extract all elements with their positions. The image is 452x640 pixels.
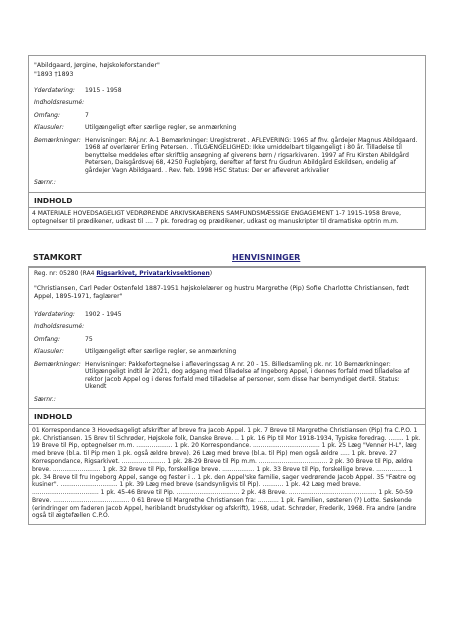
reference-line — [29, 267, 425, 280]
archive-link[interactable]: Rigsarkivet, Privatarkivsektionen — [96, 270, 210, 278]
reference-suffix: ) — [209, 270, 213, 278]
field-label: Særnr.: — [34, 395, 56, 403]
field-value: Utilgængeligt efter særlige regler, se anmærkning — [85, 348, 237, 356]
indhold-heading: INDHOLD — [29, 408, 425, 424]
field-row — [34, 99, 420, 107]
field-row — [34, 137, 420, 175]
field-label: Klausuler: — [34, 348, 64, 356]
indhold-text: 4 MATERIALE HOVEDSAGELIGT VEDRØRENDE ARKIVSKABERENS SAMFUNDSMÆSSIGE ENGAGEMENT 1-7 1915-1958 Breve, optegnelser til prædikener, udkast til .... 7 pk. foredrag og prædikener, udkast og manuskripter til dramatiske optrin m.m. — [32, 209, 401, 225]
archive-page — [28, 55, 426, 525]
record-title: "Abildgaard, Jørgine, højskoleforstander" — [34, 62, 160, 69]
field-label: Klausuler: — [34, 124, 64, 131]
field-row — [34, 124, 420, 132]
record-fields — [29, 87, 425, 187]
record-title: "Christiansen, Carl Peder Ostenfeld 1887-1951 højskolelærer og hustru Margrethe (Pip) Sofie Charlotte Christiansen, født Appel, 1895-1971, faglærer" — [34, 284, 409, 300]
field-row — [34, 323, 420, 331]
field-label: Yderdatering: — [34, 310, 75, 318]
field-row — [34, 87, 420, 95]
tab-henvisninger[interactable]: HENVISNINGER — [232, 253, 301, 263]
field-value: 75 — [85, 335, 93, 343]
tab-stamkort[interactable]: STAMKORT — [33, 253, 82, 263]
field-value: 1915 - 1958 — [85, 86, 122, 94]
field-row — [34, 112, 420, 120]
field-row — [34, 179, 420, 187]
field-row — [34, 396, 420, 404]
indhold-heading: INDHOLD — [29, 192, 425, 208]
record-card-abildgaard — [28, 55, 426, 230]
field-label: Bemærkninger: — [34, 360, 81, 368]
field-value: Henvisninger: RAj.nr. A-1 Bemærkninger: Uregistreret . AFLEVERING: 1965 af fhv. gårdejer Magnus Abildgaard. 1968 af overlærer Erling Petersen. . TILGÆNGELIGHED: Ikke umiddelbart tilgængeligt i 80 år. Tilladelse til benyttelse meddeles efter skriftlig ansøgning af giverens børn / rigsarkivaren. 1997 af Fru Kirsten Abildgård Petersen, Daisgårdsvej 68, 4250 Fuglebjerg, derefter af først fru Gudrun Abildgård Eskildsen, endelig af gårdejer Vagn Abildgaard. . Rev. feb. 1998 HSC Status: Der er afleveret arkivalier — [85, 136, 418, 174]
record-fields — [29, 311, 425, 404]
record-card-christiansen — [28, 266, 426, 525]
field-value: Utilgængeligt efter særlige regler, se anmærkning — [85, 124, 237, 131]
record-years: "1893 †1893 — [34, 70, 74, 78]
field-value: Henvisninger: Pakkefortegnelse i afleveringssag A nr. 20 - 15. Billedsamling pk. nr. 10 Bemærkninger: Utilgængeligt indtil år 2021, dog adgang med tilladelse af Ingeborg Appel, i dennes forfald med tilladelse af rektor Jacob Appel og i deres forfald med tilladelse af personer, som disse har bemyndiget dertil. Status: Ukendt — [85, 360, 410, 391]
indhold-text: 01 Korrespondance 3 Hovedsageligt afskrifter af breve fra Jacob Appel. 1 pk. 7 Breve til Margrethe Christiansen (Pip) fra C.P.O. 1 pk. Christiansen. 15 Brev til Schrøder, Højskole folk, Danske Breve. .. 1 pk. 16 Pip til Mor 1918-1934, Typiske foredrag. ........ 1 pk. 19 Breve til Pip, optegnelser m.m. ................... 1 pk. 20 Korrespondance. ................................... 1 pk. 25 Læg "Venner H-L", læg med breve (bl.a. til Pip men 1 pk. også ældre breve). 26 Læg med breve (bl.a. til Pip) men også ældre ..... 1 pk. breve. 27 Korrespondance, Rigsarkivet. ....................... 1 pk. 28-29 Breve til Pip m.m. .................................... 2 pk. 30 Breve til Pip, ældre breve. ......................... 1 pk. 32 Breve til Pip, forskellige breve. ................. 1 pk. 33 Breve til Pip, forskellige breve. ................ 1 pk. 34 Breve til fru Ingeborg Appel, sange og fester i .. 1 pk. den Appel'ske familie, sager vedrørende Jacob Appel. 35 "Fætre og kusiner". .............................. 1 pk. 39 Læg med breve (sandsynligvis til Pip). ........... 1 pk. 42 Læg med breve. ................................... 1 pk. 45-46 Breve til Pip. ................................. 2 pk. 48 Breve. .............................................. 1 pk. 50-59 Breve. ........................................ 0 61 Breve til Margrethe Christiansen fra: ........... 1 pk. Familien, søsteren (?) Lotte. Søskende (erindringer om faderen Jacob Appel, heriblandt brudstykker og afskrift), 1968, udat. Schrøder, Frederik, 1968. Fra andre (andre også til ægtefællen C.P.O. — [32, 426, 421, 520]
field-value — [85, 99, 420, 107]
field-value: 1902 - 1945 — [85, 310, 122, 318]
field-value — [85, 323, 420, 331]
field-value: 7 — [85, 111, 89, 119]
field-value — [85, 179, 420, 187]
field-label: Omfang: — [34, 111, 60, 119]
field-label: Omfang: — [34, 335, 60, 343]
field-row — [34, 336, 420, 344]
field-label: Indholdsresumé: — [34, 323, 85, 331]
field-label: Bemærkninger: — [34, 136, 81, 144]
field-label: Yderdatering: — [34, 86, 75, 94]
field-row — [34, 348, 420, 356]
reference-prefix: Reg. nr: 05280 (RA4 — [34, 270, 97, 278]
field-row — [34, 361, 420, 391]
field-value — [85, 396, 420, 404]
field-label: Indholdsresumé: — [34, 99, 85, 106]
field-row — [34, 311, 420, 319]
record-tabs — [28, 250, 426, 266]
field-label: Særnr.: — [34, 179, 56, 186]
